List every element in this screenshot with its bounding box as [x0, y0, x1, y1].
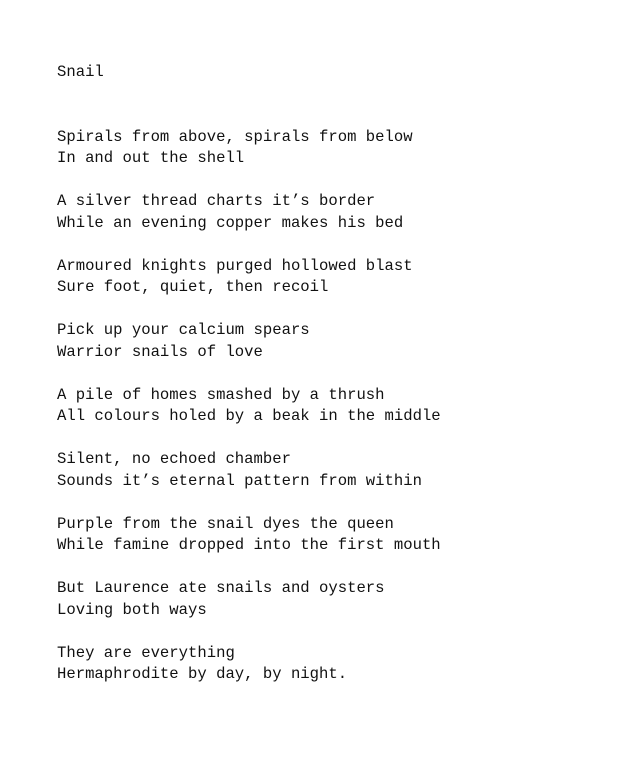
poem-line: Silent, no echoed chamber — [57, 450, 291, 468]
poem-line: While famine dropped into the first mouth — [57, 536, 441, 554]
poem-line: Sounds it’s eternal pattern from within — [57, 471, 422, 490]
stanza-5 — [57, 385, 610, 428]
poem-line: A pile of homes smashed by a thrush — [57, 385, 385, 404]
poem-page — [57, 62, 610, 707]
poem-line: Hermaphrodite by day, by night. — [57, 665, 348, 683]
stanza-9 — [57, 643, 610, 686]
poem-line: Loving both ways — [57, 600, 207, 619]
poem-line: In and out the shell — [57, 149, 245, 167]
poem-line: Warrior snails of love — [57, 342, 263, 361]
stanza-8 — [57, 578, 610, 621]
stanza-2 — [57, 191, 610, 234]
poem-line: They are everything — [57, 643, 235, 662]
poem-title: Snail — [57, 63, 104, 81]
stanza-3 — [57, 256, 610, 299]
poem-line: But Laurence ate snails and oysters — [57, 579, 385, 597]
poem-line: A silver thread charts it’s border — [57, 192, 376, 210]
poem-line: Sure foot, quiet, then recoil — [57, 278, 329, 296]
poem-line: All colours holed by a beak in the middle — [57, 407, 441, 425]
stanza-1 — [57, 127, 610, 170]
poem-line: Pick up your calcium spears — [57, 321, 310, 339]
poem-line: Armoured knights purged hollowed blast — [57, 256, 413, 275]
poem-line: Spirals from above, spirals from below — [57, 127, 413, 146]
poem-line: While an evening copper makes his bed — [57, 213, 404, 232]
stanza-4 — [57, 320, 610, 363]
poem-line: Purple from the snail dyes the queen — [57, 514, 394, 533]
stanza-6 — [57, 449, 610, 492]
stanza-7 — [57, 514, 610, 557]
